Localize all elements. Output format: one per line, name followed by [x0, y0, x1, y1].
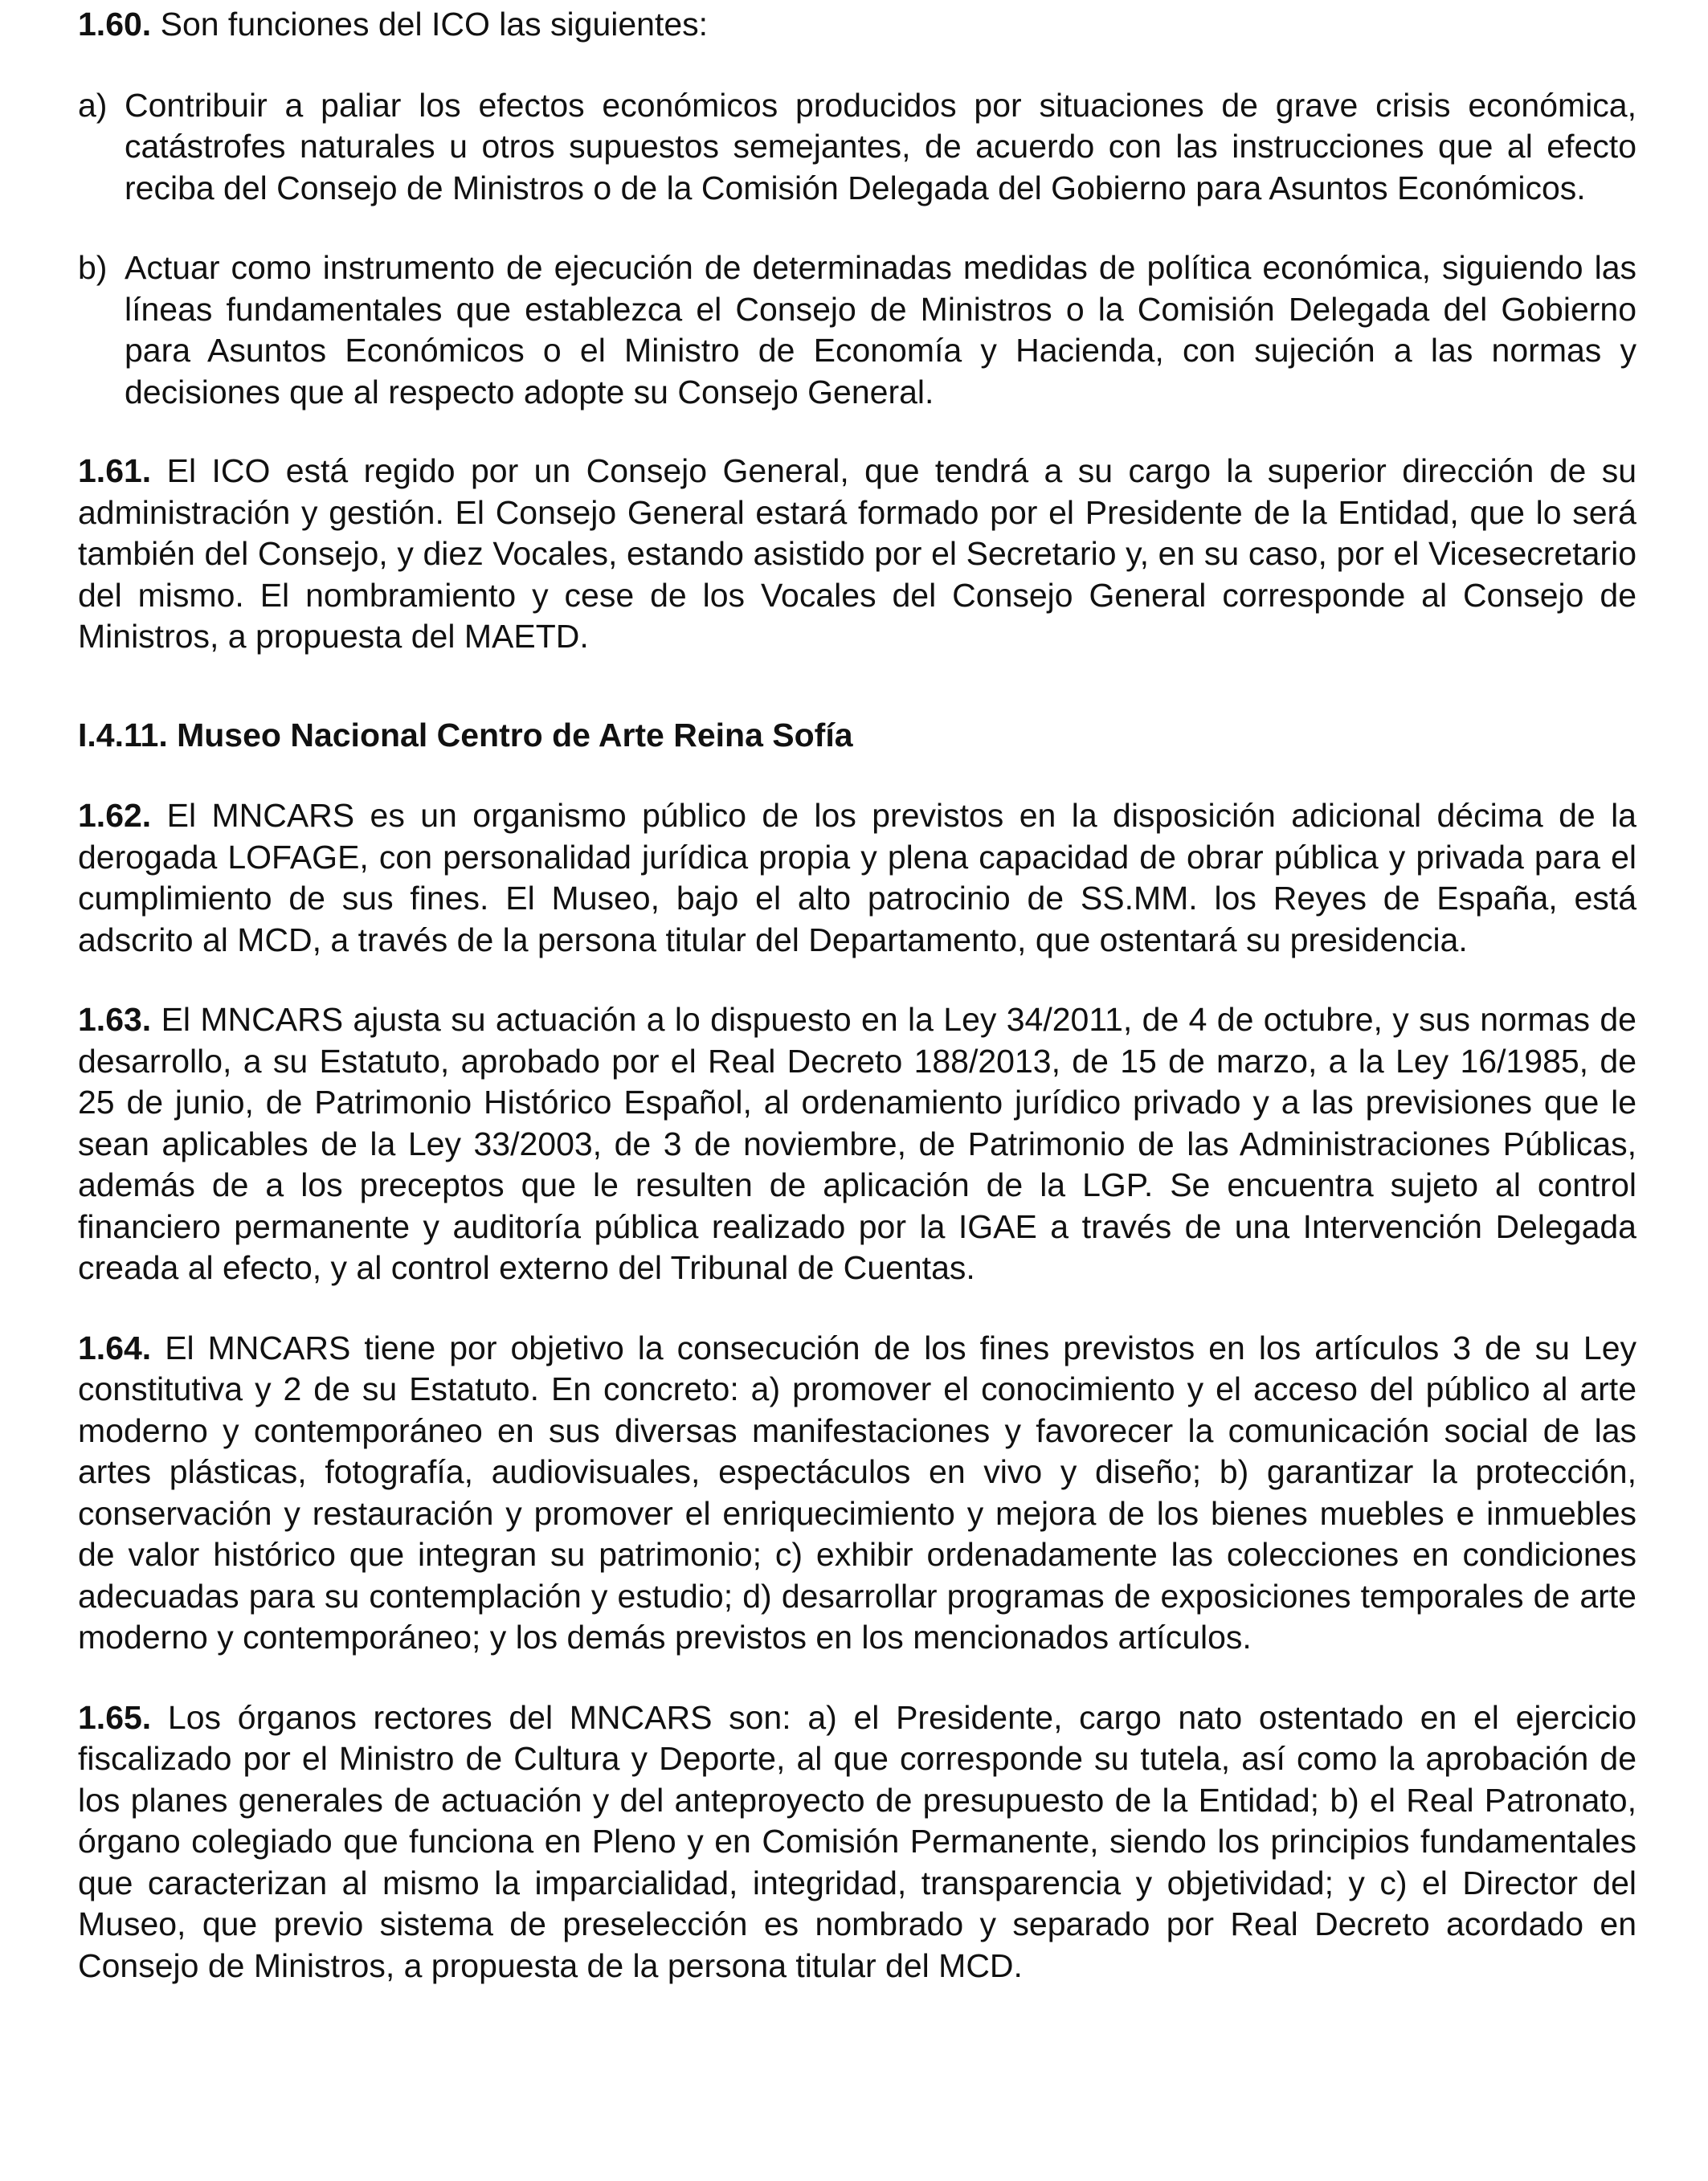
paragraph-number: 1.65.: [78, 1698, 152, 1736]
paragraph-text: Los órganos rectores del MNCARS son: a) el Presidente, cargo nato ostentado en el ejercicio fiscalizado por el Ministro de Cultura y Deporte, al que corresponde su tutela, así como la aprobación de los planes generales de actuación y del anteproyecto de presupuesto de la Entidad; b) el Real Patronato, órgano colegiado que funciona en Pleno y en Comisión Permanente, siendo los principios fundamentales que caracterizan al mismo la imparcialidad, integridad, transparencia y objetividad; y c) el Director del Museo, que previo sistema de preselección es nombrado y separado por Real Decreto acordado en Consejo de Ministros, a propuesta de la persona titular del MCD.: [78, 1698, 1636, 1984]
paragraph-number: 1.64.: [78, 1329, 152, 1366]
list-item-text: Actuar como instrumento de ejecución de determinadas medidas de política económica, siguiendo las líneas fundamentales que establezca el Consejo de Ministros o la Comisión Delegada del Gobierno para Asuntos Económicos o el Ministro de Economía y Hacienda, con sujeción a las normas y decisiones que al respecto adopte su Consejo General.: [125, 249, 1636, 410]
paragraph-text: El MNCARS tiene por objetivo la consecución de los fines previstos en los artículos 3 de su Ley constitutiva y 2 de su Estatuto. En concreto: a) promover el conocimiento y el acceso del público al arte moderno y contemporáneo en sus diversas manifestaciones y favorecer la comunicación social de las artes plásticas, fotografía, audiovisuales, espectáculos en vivo y diseño; b) garantizar la protección, conservación y restauración y promover el enriquecimiento y mejora de los bienes muebles e inmuebles de valor histórico que integran su patrimonio; c) exhibir ordenadamente las colecciones en condiciones adecuadas para su contemplación y estudio; d) desarrollar programas de exposiciones temporales de arte moderno y contemporáneo; y los demás previstos en los mencionados artículos.: [78, 1329, 1636, 1656]
paragraph-text: El MNCARS es un organismo público de los previstos en la disposición adicional décima de la derogada LOFAGE, con personalidad jurídica propia y plena capacidad de obrar pública y privada para el cumplimiento de sus fines. El Museo, bajo el alto patrocinio de SS.MM. los Reyes de España, está adscrito al MCD, a través de la persona titular del Departamento, que ostentará su presidencia.: [78, 797, 1636, 958]
paragraph-number: 1.60.: [78, 6, 152, 43]
document-page: [78, 0, 1636, 1987]
paragraph-text: Son funciones del ICO las siguientes:: [151, 6, 709, 43]
list-item-text: Contribuir a paliar los efectos económicos producidos por situaciones de grave crisis económica, catástrofes naturales u otros supuestos semejantes, de acuerdo con las instrucciones que al efecto reciba del Consejo de Ministros o de la Comisión Delegada del Gobierno para Asuntos Económicos.: [125, 86, 1636, 206]
list-marker: b): [78, 249, 108, 286]
paragraph-text: El MNCARS ajusta su actuación a lo dispuesto en la Ley 34/2011, de 4 de octubre, y sus normas de desarrollo, a su Estatuto, aprobado por el Real Decreto 188/2013, de 15 de marzo, a la Ley 16/1985, de 25 de junio, de Patrimonio Histórico Español, al ordenamiento jurídico privado y a las previsiones que le sean aplicables de la Ley 33/2003, de 3 de noviembre, de Patrimonio de las Administraciones Públicas, además de a los preceptos que le resulten de aplicación de la LGP. Se encuentra sujeto al control financiero permanente y auditoría pública realizado por la IGAE a través de una Intervención Delegada creada al efecto, y al control externo del Tribunal de Cuentas.: [78, 1001, 1636, 1286]
paragraph-number: 1.63.: [78, 1001, 152, 1038]
paragraph-1-61: [78, 451, 1636, 658]
list-item-a: [78, 85, 1636, 210]
paragraph-text: El ICO está regido por un Consejo General, que tendrá a su cargo la superior dirección de su administración y gestión. El Consejo General estará formado por el Presidente de la Entidad, que lo será también del Consejo, y diez Vocales, estando asistido por el Secretario y, en su caso, por el Vicesecretario del mismo. El nombramiento y cese de los Vocales del Consejo General corresponde al Consejo de Ministros, a propuesta del MAETD.: [78, 452, 1636, 655]
paragraph-number: 1.62.: [78, 797, 152, 834]
section-heading: I.4.11. Museo Nacional Centro de Arte Reina Sofía: [78, 716, 853, 754]
paragraph-1-62: [78, 795, 1636, 961]
list-item-b: [78, 247, 1636, 413]
paragraph-number: 1.61.: [78, 452, 152, 489]
paragraph-1-65: [78, 1697, 1636, 1987]
paragraph-1-63: [78, 999, 1636, 1289]
paragraph-1-60: [78, 4, 1636, 46]
list-marker: a): [78, 86, 108, 124]
paragraph-1-64: [78, 1328, 1636, 1659]
